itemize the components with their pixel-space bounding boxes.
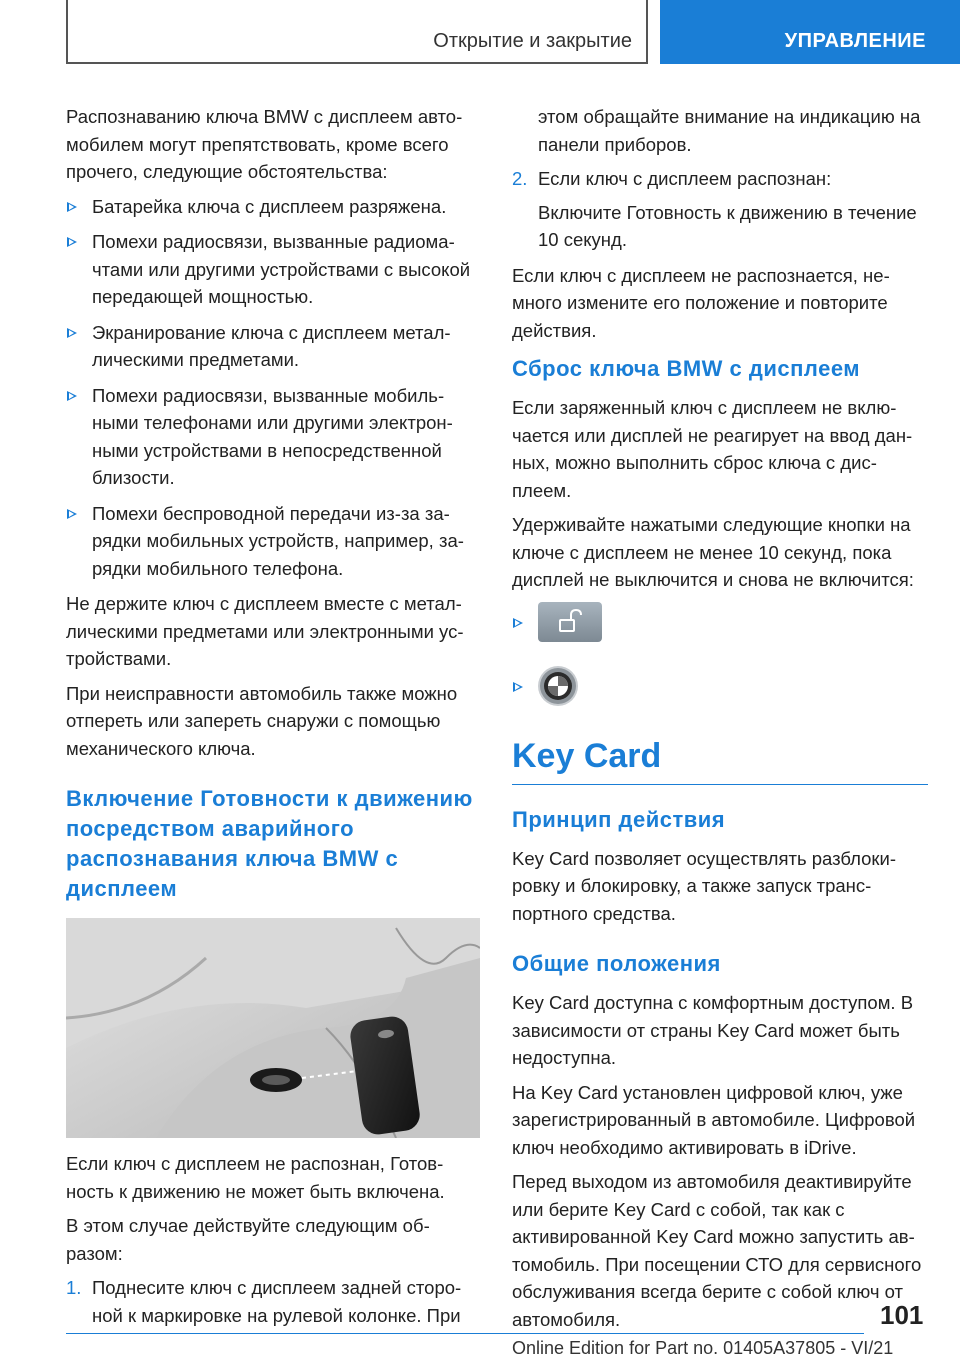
- header-left-box: [66, 0, 648, 64]
- list-item: Помехи радиосвязи, вызванные мобильными телефонами или другими электронными устройствами в непосредственной близости.: [66, 382, 480, 492]
- step-number: 1.: [66, 1277, 82, 1298]
- list-item: Экранирование ключа с дисплеем металлическими предметами.: [66, 319, 480, 374]
- list-item: Помехи беспроводной передачи из-за зарядки мобильных устройств, например, зарядки мобильного телефона.: [66, 500, 480, 583]
- bullet-triangle-icon: [67, 237, 77, 247]
- metal-warning-paragraph: Не держите ключ с дисплеем вместе с металлическими предметами или электронными устройствами.: [66, 593, 464, 669]
- intro-paragraph: Распознаванию ключа BMW с дисплеем автомобилем могут препятствовать, кроме всего прочего, следующие обстоятельства:: [66, 106, 463, 182]
- bullet-triangle-icon: [67, 509, 77, 519]
- section-title: Открытие и закрытие: [433, 30, 632, 52]
- steps-list: [66, 1274, 480, 1329]
- bmw-logo-icon: [538, 666, 578, 706]
- right-column: [512, 103, 928, 1340]
- bullet-triangle-icon: [513, 682, 523, 692]
- bullet-triangle-icon: [67, 328, 77, 338]
- step-1-continued: этом обращайте внимание на индикацию на панели приборов.: [538, 106, 921, 155]
- retry-paragraph: Если ключ с дисплеем не распознается, немного измените его положение и повторите действия.: [512, 264, 890, 341]
- mechanical-key-paragraph: При неисправности автомобиль также можно отпереть или запереть снаружи с помощью механического ключа.: [66, 682, 458, 759]
- principle-heading: Принцип действия: [512, 806, 726, 832]
- bullet-triangle-icon: [67, 391, 77, 401]
- reset-paragraph-1: Если заряженный ключ с дисплеем не включается или дисплей не реагирует на ввод данных, можно выполнить сброс ключа с дисплеем.: [512, 397, 913, 501]
- bullet-triangle-icon: [513, 618, 523, 628]
- list-item: Помехи радиосвязи, вызванные радиомачтами или другими устройствами с высокой передающей мощностью.: [66, 228, 480, 311]
- chapter-title: УПРАВЛЕНИЕ: [784, 30, 926, 52]
- bullet-triangle-icon: [67, 202, 77, 212]
- step-number: 2.: [512, 168, 528, 189]
- page-number: 101: [880, 1300, 924, 1330]
- emergency-heading: Включение Готовности к движению посредством аварийного распознавания ключа BMW с дисплеем: [66, 786, 473, 901]
- principle-paragraph: Key Card позволяет осуществлять разблокировку и блокировку, а также запуск транспортного средства.: [512, 847, 897, 924]
- steps-list-continued: [512, 165, 928, 254]
- step-2: 2. Если ключ с дисплеем распознан: Включите Готовность к движению в течение 10 секунд.: [512, 165, 928, 254]
- general-paragraph-3: Перед выходом из автомобиля деактивируйте или берите Key Card с собой, так как с активированной Key Card можно запустить автомобиль. При посещении СТО для сервисного обслуживания всегда берите с собой ключ от автомобиля.: [512, 1171, 922, 1330]
- not-recognized-paragraph: Если ключ с дисплеем не распознан, Готовность к движению не может быть включена.: [66, 1153, 445, 1202]
- reset-paragraph-2: Удерживайте нажатыми следующие кнопки на ключе с дисплеем не менее 10 секунд, пока дисплей не выключится и снова не включится:: [512, 514, 914, 590]
- procedure-intro: В этом случае действуйте следующим образом:: [66, 1215, 430, 1264]
- list-item: Батарейка ключа с дисплеем разряжена.: [66, 193, 480, 221]
- step-2-detail: Включите Готовность к движению в течение 10 секунд.: [538, 201, 917, 250]
- steering-column-photo: [66, 918, 480, 1138]
- general-paragraph-1: Key Card доступна с комфортным доступом. В зависимости от страны Key Card может быть недоступна.: [512, 992, 914, 1068]
- keycard-title: Key Card: [512, 736, 928, 785]
- general-heading: Общие положения: [512, 951, 721, 976]
- left-column: [66, 103, 480, 1337]
- obstacle-list: [66, 193, 480, 583]
- unlock-button-item: [512, 602, 928, 646]
- edition-text: Online Edition for Part no. 01405A37805 - VI/21: [512, 1338, 894, 1358]
- general-paragraph-2: На Key Card установлен цифровой ключ, уже зарегистрированный в автомобиле. Цифровой ключ необходимо активировать в iDrive.: [512, 1081, 916, 1158]
- chapter-tab: [660, 0, 960, 64]
- reset-heading: Сброс ключа BMW с дисплеем: [512, 356, 861, 381]
- unlock-icon: [538, 602, 602, 642]
- step-1: 1. Поднесите ключ с дисплеем задней стороной к маркировке на рулевой колонке. При: [66, 1274, 480, 1329]
- key-at-column-illustration: [66, 918, 480, 1138]
- logo-button-item: [512, 666, 928, 710]
- footer-divider: [66, 1333, 864, 1334]
